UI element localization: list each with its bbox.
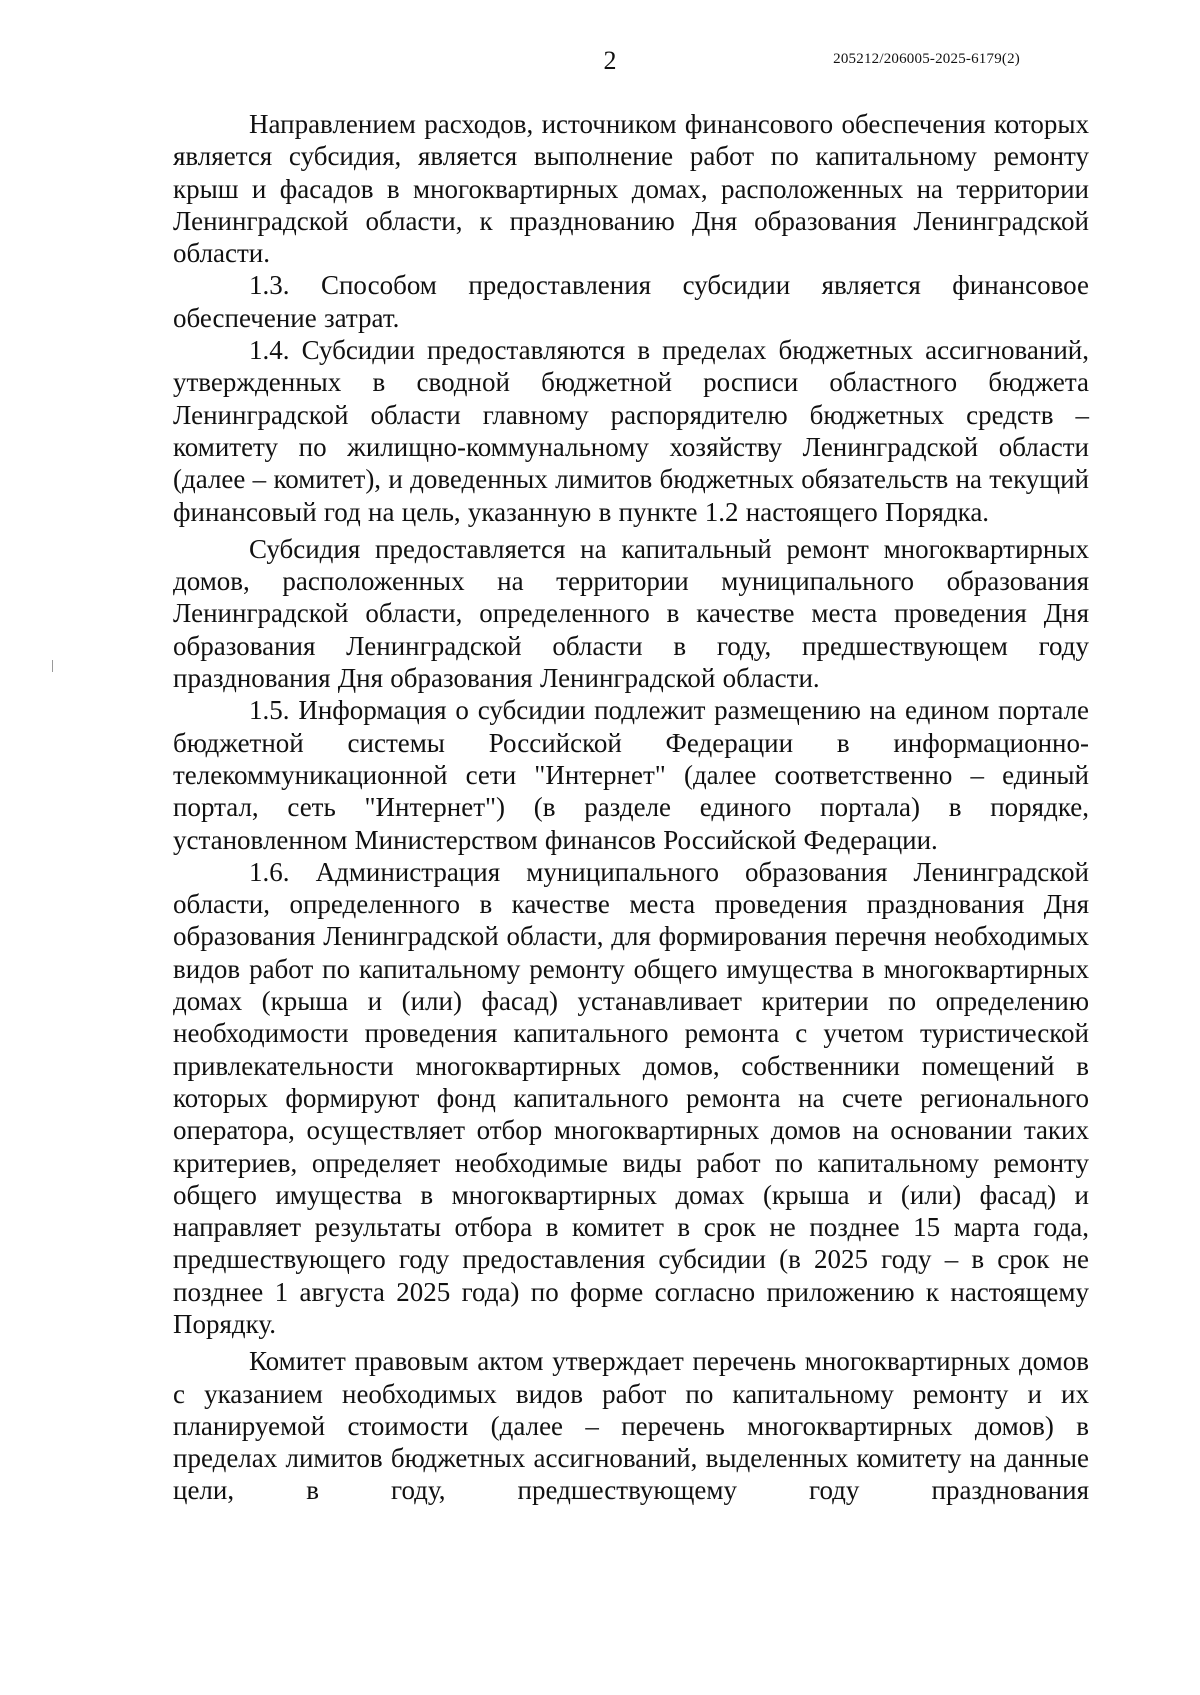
document-id: 205212/206005-2025-6179(2) [833, 51, 1020, 67]
paragraph-subsidy-purpose: Субсидия предоставляется на капитальный ремонт многоквартирных домов, расположенных на территории муниципального образования Ленинградской области, определенного в качестве места проведения Дня образования Ленинградской области в году, предшествующем году празднования Дня образования Ленинградской области. [173, 533, 1089, 694]
page-number: 2 [603, 46, 617, 75]
paragraph-1-6: 1.6. Администрация муниципального образования Ленинградской области, определенного в качестве места проведения празднования Дня образования Ленинградской области, для формирования перечня необходимых видов работ по капитальному ремонту общего имущества в многоквартирных домах (крыша и (или) фасад) устанавливает критерии по определению необходимости проведения капитального ремонта с учетом туристической привлекательности многоквартирных домов, собственники помещений в которых формируют фонд капитального ремонта на счете регионального оператора, осуществляет отбор многоквартирных домов на основании таких критериев, определяет необходимые виды работ по капитальному ремонту общего имущества в многоквартирных домах (крыша и (или) фасад) и направляет результаты отбора в комитет в срок не позднее 15 марта года, предшествующего году предоставления субсидии (в 2025 году – в срок не позднее 1 августа 2025 года) по форме согласно приложению к настоящему Порядку. [173, 856, 1089, 1339]
scan-mark [52, 660, 53, 672]
paragraph-1-5: 1.5. Информация о субсидии подлежит размещению на едином портале бюджетной системы Российской Федерации в информационно-телекоммуникационной сети "Интернет" (далее соответственно – единый портал, сеть "Интернет") (в разделе единого портала) в порядке, установленном Министерством финансов Российской Федерации. [173, 695, 1089, 855]
paragraph-1-4: 1.4. Субсидии предоставляются в пределах бюджетных ассигнований, утвержденных в сводной бюджетной росписи областного бюджета Ленинградской области главному распорядителю бюджетных средств – комитету по жилищно-коммунальному хозяйству Ленинградской области (далее – комитет), и доведенных лимитов бюджетных обязательств на текущий финансовый год на цель, указанную в пункте 1.2 настоящего Порядка. [173, 335, 1089, 527]
paragraph-committee-act: Комитет правовым актом утверждает перечень многоквартирных домов с указанием необходимых видов работ по капитальному ремонту и их планируемой стоимости (далее – перечень многоквартирных домов) в пределах лимитов бюджетных ассигнований, выделенных комитету на данные цели, в году, предшествующему году празднования [173, 1346, 1089, 1506]
paragraph-expense-direction: Направлением расходов, источником финансового обеспечения которых является субсидия, является выполнение работ по капитальному ремонту крыш и фасадов в многоквартирных домах, расположенных на территории Ленинградской области, к празднованию Дня образования Ленинградской области. [173, 109, 1089, 269]
paragraph-1-3: 1.3. Способом предоставления субсидии является финансовое обеспечение затрат. [173, 270, 1089, 333]
document-body [173, 108, 1089, 1507]
